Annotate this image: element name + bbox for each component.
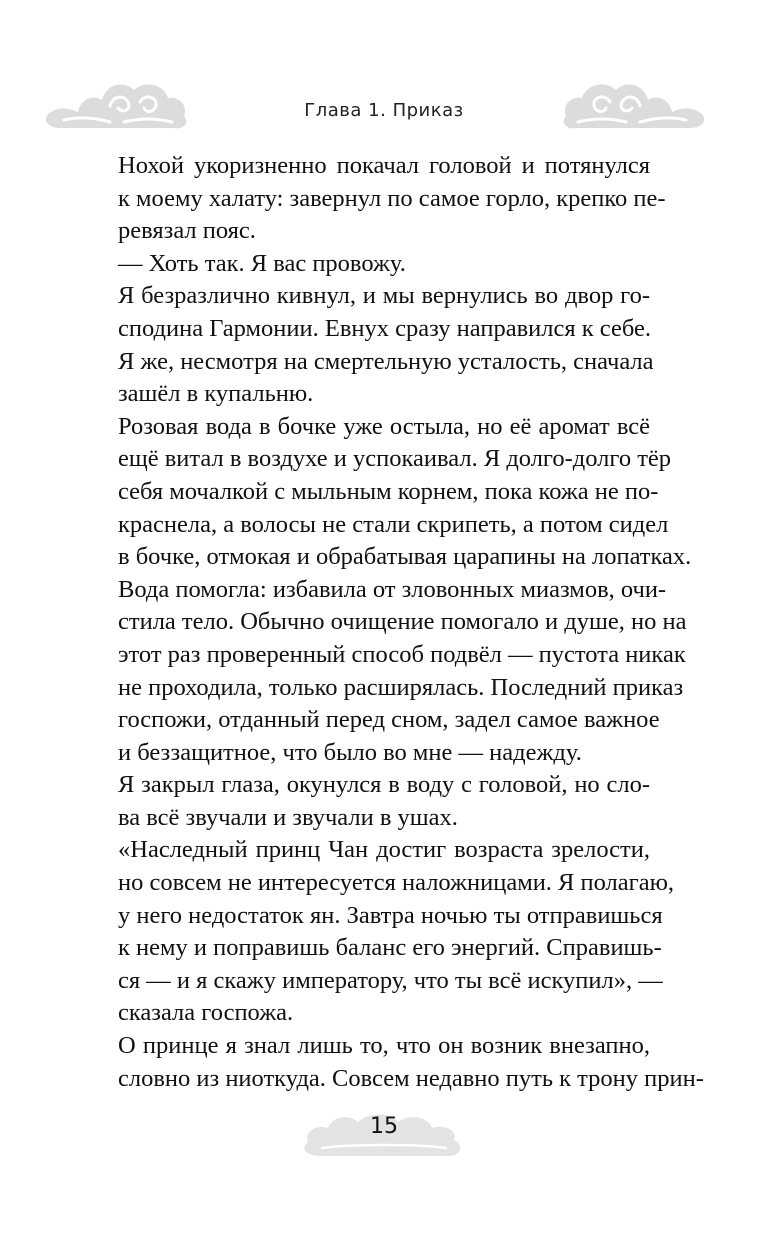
text-line: Я закрыл глаза, окунулся в воду с головой, но сло- xyxy=(118,771,650,799)
text-line: Нохой укоризненно покачал головой и потянулся xyxy=(118,152,650,179)
text-line: О принце я знал лишь то, что он возник внезапно, xyxy=(118,1032,650,1060)
paragraph xyxy=(118,769,650,834)
text-line: «Наследный принц Чан достиг возраста зрелости, xyxy=(118,836,650,864)
text-line: в бочке, отмокая и обрабатывая царапины на лопатках. xyxy=(118,543,692,571)
paragraph xyxy=(118,248,650,281)
text-line: ещё витал в воздухе и успокаивал. Я долго-долго тёр xyxy=(118,445,672,473)
running-title: Глава 1. Приказ xyxy=(304,100,464,121)
text-line: краснела, а волосы не стали скрипеть, а потом сидел xyxy=(118,510,669,538)
text-line: ревязал пояс. xyxy=(118,217,256,245)
text-line: стила тело. Обычно очищение помогало и душе, но на xyxy=(118,608,687,636)
text-line: и беззащитное, что было во мне — надежду. xyxy=(118,738,582,766)
text-line: Вода помогла: избавила от зловонных миазмов, очи- xyxy=(118,575,667,603)
paragraph xyxy=(118,411,692,770)
text-line: этот раз проверенный способ подвёл — пустота никак xyxy=(118,640,686,668)
paragraph xyxy=(118,1030,704,1095)
page-number: 15 xyxy=(370,1114,398,1139)
text-line: — Хоть так. Я вас провожу. xyxy=(118,249,406,277)
paragraph xyxy=(118,280,654,410)
text-line: Розовая вода в бочке уже остыла, но её аромат всё xyxy=(118,412,650,440)
text-line: зашёл в купальню. xyxy=(118,380,314,408)
paragraph xyxy=(118,150,666,248)
text-line: к нему и поправишь баланс его энергий. Справишь- xyxy=(118,934,662,962)
text-line: себя мочалкой с мыльным корнем, пока кожа не по- xyxy=(118,477,659,505)
text-line: Я безразлично кивнул, и мы вернулись во двор го- xyxy=(118,282,650,310)
text-line: сказала госпожа. xyxy=(118,999,294,1027)
text-line: сподина Гармонии. Евнух сразу направился к себе. xyxy=(118,314,651,342)
text-line: Я же, несмотря на смертельную усталость, сначала xyxy=(118,347,654,375)
text-line: у него недостаток ян. Завтра ночью ты отправишься xyxy=(118,901,663,929)
text-line: словно из ниоткуда. Совсем недавно путь к трону прин- xyxy=(118,1064,704,1092)
text-line: ся — и я скажу императору, что ты всё искупил», — xyxy=(118,966,663,994)
body-text xyxy=(118,150,704,1095)
text-line: госпожи, отданный перед сном, задел самое важное xyxy=(118,706,660,734)
paragraph xyxy=(118,834,675,1030)
text-line: к моему халату: завернул по самое горло, крепко пе- xyxy=(118,184,666,212)
text-line: ва всё звучали и звучали в ушах. xyxy=(118,803,458,831)
text-line: но совсем не интересуется наложницами. Я полагаю, xyxy=(118,869,675,897)
text-line: не проходила, только расширялась. Последний приказ xyxy=(118,673,684,701)
